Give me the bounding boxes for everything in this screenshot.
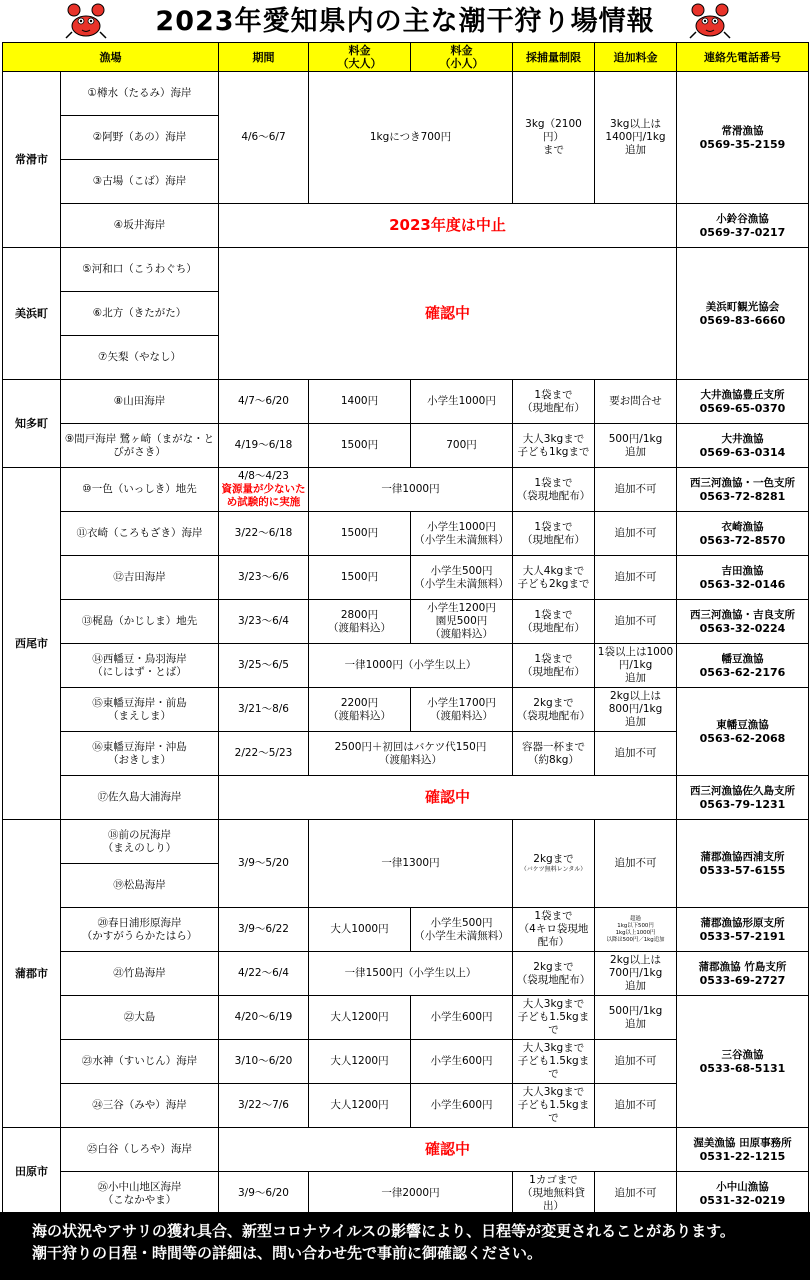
crab-icon (64, 2, 108, 40)
contact-tel: 0533-57-2191 (699, 929, 786, 943)
extra-fee: 追加不可 (595, 732, 677, 776)
fee-adult: 1500円 (309, 512, 411, 556)
contact-name: 東幡豆漁協 (716, 718, 769, 731)
table-row (3, 908, 809, 952)
period: 3/9～5/20 (219, 820, 309, 908)
fee-child: 小学生500円 （小学生未満無料） (411, 908, 513, 952)
contact-name: 吉田漁協 (721, 564, 764, 577)
table-row (3, 248, 809, 292)
limit: 1袋まで （現地配布） (513, 512, 595, 556)
status-checking: 確認中 (219, 776, 677, 820)
table-row (3, 468, 809, 512)
fishery-name: ②阿野（あの）海岸 (61, 116, 219, 160)
contact (677, 204, 809, 248)
fishery-name: ⑬梶島（かじしま）地先 (61, 600, 219, 644)
status-cancelled: 2023年度は中止 (219, 204, 677, 248)
contact (677, 644, 809, 688)
fee-child: 小学生1700円 （渡船料込） (411, 688, 513, 732)
fishery-name: ④坂井海岸 (61, 204, 219, 248)
table-row (3, 424, 809, 468)
period: 3/9～6/20 (219, 1172, 309, 1216)
period: 3/25～6/5 (219, 644, 309, 688)
contact (677, 556, 809, 600)
contact-tel: 0563-32-0146 (699, 577, 786, 591)
header-fishery: 漁場 (3, 43, 219, 72)
fee-child: 700円 (411, 424, 513, 468)
limit: 3kg（2100円） まで (513, 72, 595, 204)
table-row (3, 600, 809, 644)
fee-adult: 1500円 (309, 556, 411, 600)
fishery-name: ①樽水（たるみ）海岸 (61, 72, 219, 116)
contact (677, 996, 809, 1128)
status-checking: 確認中 (219, 1128, 677, 1172)
period: 4/7～6/20 (219, 380, 309, 424)
fishery-name: ⑱前の尻海岸 （まえのしり） (61, 820, 219, 864)
area-chita: 知多町 (3, 380, 61, 468)
header-extra: 追加料金 (595, 43, 677, 72)
table-row (3, 1128, 809, 1172)
fee-child: 小学生1000円 (411, 380, 513, 424)
contact (677, 248, 809, 380)
fishery-name: ㉔三谷（みや）海岸 (61, 1084, 219, 1128)
contact-name: 美浜町観光協会 (705, 300, 780, 313)
contact-name: 小中山漁協 (716, 1180, 769, 1193)
period: 4/20～6/19 (219, 996, 309, 1040)
period: 3/21～8/6 (219, 688, 309, 732)
contact (677, 600, 809, 644)
fishery-name: ⑰佐久島大浦海岸 (61, 776, 219, 820)
fee-adult: 大人1200円 (309, 996, 411, 1040)
contact-tel: 0563-79-1231 (699, 797, 786, 811)
footer-notes (0, 1212, 810, 1280)
contact-tel: 0563-62-2068 (699, 731, 786, 745)
fee: 一律1300円 (309, 820, 513, 908)
contact (677, 1128, 809, 1172)
table-row (3, 556, 809, 600)
limit: 1袋まで （袋現地配布） (513, 468, 595, 512)
fishery-name: ⑩一色（いっしき）地先 (61, 468, 219, 512)
header-fee-child: 料金 （小人） (411, 43, 513, 72)
note-line: 海の状況やアサリの獲れ具合、新型コロナウイルスの影響により、日程等が変更されることがあります。 (32, 1222, 735, 1240)
table-row (3, 996, 809, 1040)
limit: 1袋まで （現地配布） (513, 644, 595, 688)
contact (677, 776, 809, 820)
fishery-name: ⑧山田海岸 (61, 380, 219, 424)
area-tahara: 田原市 (3, 1128, 61, 1216)
area-gamagori: 蒲郡市 (3, 820, 61, 1128)
extra-fee: 追加不可 (595, 468, 677, 512)
contact-tel: 0569-63-0314 (699, 445, 786, 459)
note-line: 潮干狩りの日程・時間等の詳細は、問い合わせ先で事前に御確認ください。 (32, 1244, 543, 1262)
extra-fee: 2kg以上は 700円/1kg 追加 (595, 952, 677, 996)
extra-fee: 追加不可 (595, 1084, 677, 1128)
table-header-row (3, 43, 809, 72)
contact-name: 蒲郡漁協 竹島支所 (698, 960, 787, 973)
extra-fee: 1袋以上は1000 円/1kg 追加 (595, 644, 677, 688)
period (219, 468, 309, 512)
contact-name: 西三河漁協・一色支所 (690, 476, 795, 489)
fee-adult: 大人1200円 (309, 1040, 411, 1084)
fee-adult: 2200円 （渡船料込） (309, 688, 411, 732)
fee: 一律2000円 (309, 1172, 513, 1216)
limit: 大人3kgまで 子ども1.5kgまで (513, 1084, 595, 1128)
fishery-name: ③古場（こば）海岸 (61, 160, 219, 204)
contact-tel: 0531-32-0219 (699, 1193, 786, 1207)
fishery-name: ⑪衣崎（ころもざき）海岸 (61, 512, 219, 556)
status-checking: 確認中 (219, 248, 677, 380)
contact (677, 908, 809, 952)
period: 3/10～6/20 (219, 1040, 309, 1084)
fee-child: 小学生600円 (411, 996, 513, 1040)
table-row (3, 380, 809, 424)
contact-tel: 0569-65-0370 (699, 401, 786, 415)
fishery-name: ㉒大島 (61, 996, 219, 1040)
fishery-name: ⑨間戸海岸 鷺ヶ崎（まがな・とびがさき） (61, 424, 219, 468)
contact (677, 512, 809, 556)
fee-adult: 2800円 （渡船料込） (309, 600, 411, 644)
contact (677, 424, 809, 468)
extra-fee: 追加不可 (595, 1040, 677, 1084)
limit: 1袋まで （4キロ袋現地配布） (513, 908, 595, 952)
table-row (3, 512, 809, 556)
table-row (3, 776, 809, 820)
limit: 2kgまで （袋現地配布） (513, 688, 595, 732)
crab-icon (688, 2, 732, 40)
table-row (3, 952, 809, 996)
extra-fee: 追加不可 (595, 600, 677, 644)
table-row (3, 1172, 809, 1216)
fishery-name: ⑦矢梨（やなし） (61, 336, 219, 380)
fishery-name: ⑮東幡豆海岸・前島 （まえしま） (61, 688, 219, 732)
fee: 一律1000円 (309, 468, 513, 512)
contact (677, 952, 809, 996)
fishery-name: ㉑竹島海岸 (61, 952, 219, 996)
contact (677, 820, 809, 908)
contact-tel: 0563-62-2176 (699, 665, 786, 679)
contact (677, 72, 809, 204)
header-contact: 連絡先電話番号 (677, 43, 809, 72)
extra-fee: 3kg以上は 1400円/1kg 追加 (595, 72, 677, 204)
contact-tel: 0533-69-2727 (699, 973, 786, 987)
limit: 容器一杯まで （約8kg） (513, 732, 595, 776)
contact-tel: 0563-72-8281 (699, 489, 786, 503)
fishery-name: ⑳春日浦形原海岸 （かすがうらかたはら） (61, 908, 219, 952)
period-note: 資源量が少ないため試験的に実施 (221, 483, 306, 508)
contact-name: 衣崎漁協 (721, 520, 764, 533)
contact-name: 常滑漁協 (721, 124, 764, 137)
header-fee-adult: 料金 （大人） (309, 43, 411, 72)
contact-name: 大井漁協 (721, 432, 764, 445)
limit: 大人3kgまで 子ども1kgまで (513, 424, 595, 468)
period: 4/19～6/18 (219, 424, 309, 468)
period: 4/22～6/4 (219, 952, 309, 996)
limit (513, 820, 595, 908)
contact-tel: 0569-37-0217 (699, 225, 786, 239)
contact-tel: 0533-57-6155 (699, 863, 786, 877)
fee-child: 小学生500円 （小学生未満無料） (411, 556, 513, 600)
contact-name: 三谷漁協 (721, 1048, 764, 1061)
period: 3/22～6/18 (219, 512, 309, 556)
fee-child: 小学生600円 (411, 1040, 513, 1084)
page-title: 2023年愛知県内の主な潮干狩り場情報 (155, 6, 655, 37)
contact (677, 380, 809, 424)
contact-tel: 0533-68-5131 (699, 1061, 786, 1075)
contact-tel: 0531-22-1215 (699, 1149, 786, 1163)
contact-name: 小鈴谷漁協 (716, 212, 769, 225)
extra-fee: 追加不可 (595, 556, 677, 600)
extra-fee: 追加不可 (595, 1172, 677, 1216)
contact-tel: 0569-83-6660 (699, 313, 786, 327)
fishery-name: ㉖小中山地区海岸 （こなかやま） (61, 1172, 219, 1216)
extra-fee: 要お問合せ (595, 380, 677, 424)
fishery-name: ⑲松島海岸 (61, 864, 219, 908)
table-row (3, 644, 809, 688)
fee-adult: 大人1200円 (309, 1084, 411, 1128)
area-nishio: 西尾市 (3, 468, 61, 820)
header-period: 期間 (219, 43, 309, 72)
extra-fee: 500円/1kg 追加 (595, 424, 677, 468)
limit-value: 2kgまで (533, 853, 574, 865)
period-value: 4/8～4/23 (238, 470, 289, 482)
contact (677, 468, 809, 512)
fee: 一律1500円（小学生以上） (309, 952, 513, 996)
fee: 1kgにつき700円 (309, 72, 513, 204)
period: 2/22～5/23 (219, 732, 309, 776)
info-table (2, 42, 809, 1216)
limit-note: （バケツ無料レンタル） (520, 866, 587, 873)
limit: 大人3kgまで 子ども1.5kgまで (513, 996, 595, 1040)
contact-name: 渥美漁協 田原事務所 (693, 1136, 792, 1149)
fishery-name: ⑥北方（きたがた） (61, 292, 219, 336)
fishery-name: ⑯東幡豆海岸・沖島 （おきしま） (61, 732, 219, 776)
period: 3/23～6/6 (219, 556, 309, 600)
fee: 一律1000円（小学生以上） (309, 644, 513, 688)
limit: 1袋まで （現地配布） (513, 380, 595, 424)
period: 3/23～6/4 (219, 600, 309, 644)
table-row (3, 688, 809, 732)
fee-child: 小学生1000円 （小学生未満無料） (411, 512, 513, 556)
contact-name: 蒲郡漁協形原支所 (700, 916, 785, 929)
limit: 1カゴまで （現地無料貸出） (513, 1172, 595, 1216)
limit: 1袋まで （現地配布） (513, 600, 595, 644)
fee-adult: 1400円 (309, 380, 411, 424)
extra-fee: 追加不可 (595, 820, 677, 908)
contact-name: 西三河漁協・吉良支所 (690, 608, 795, 621)
period: 4/6～6/7 (219, 72, 309, 204)
period: 3/9～6/22 (219, 908, 309, 952)
contact-tel: 0569-35-2159 (699, 137, 786, 151)
fishery-name: ㉕白谷（しろや）海岸 (61, 1128, 219, 1172)
period: 3/22～7/6 (219, 1084, 309, 1128)
area-mihama: 美浜町 (3, 248, 61, 380)
limit: 2kgまで （袋現地配布） (513, 952, 595, 996)
fishery-name: ⑫吉田海岸 (61, 556, 219, 600)
contact-tel: 0563-32-0224 (699, 621, 786, 635)
extra-fee: 2kg以上は 800円/1kg 追加 (595, 688, 677, 732)
fee: 2500円＋初回はバケツ代150円 （渡船料込） (309, 732, 513, 776)
extra-fee: 超過 1kg以下500円 1kg以上1000円 以降は500円／1kg追加 (595, 908, 677, 952)
fee-adult: 大人1000円 (309, 908, 411, 952)
fishery-name: ㉓水神（すいじん）海岸 (61, 1040, 219, 1084)
fee-adult: 1500円 (309, 424, 411, 468)
contact (677, 688, 809, 776)
table-row (3, 820, 809, 864)
fee-child: 小学生1200円 園児500円 （渡船料込） (411, 600, 513, 644)
contact-name: 西三河漁協佐久島支所 (690, 784, 795, 797)
contact (677, 1172, 809, 1216)
table-row (3, 72, 809, 116)
contact-tel: 0563-72-8570 (699, 533, 786, 547)
contact-name: 幡豆漁協 (721, 652, 764, 665)
extra-fee: 追加不可 (595, 512, 677, 556)
header-limit: 採捕量制限 (513, 43, 595, 72)
limit: 大人3kgまで 子ども1.5kgまで (513, 1040, 595, 1084)
fishery-name: ⑤河和口（こうわぐち） (61, 248, 219, 292)
table-row (3, 204, 809, 248)
extra-fee: 500円/1kg 追加 (595, 996, 677, 1040)
limit: 大人4kgまで 子ども2kgまで (513, 556, 595, 600)
fishery-name: ⑭西幡豆・鳥羽海岸 （にしはず・とば） (61, 644, 219, 688)
contact-name: 大井漁協豊丘支所 (700, 388, 785, 401)
contact-name: 蒲郡漁協西浦支所 (700, 850, 785, 863)
fee-child: 小学生600円 (411, 1084, 513, 1128)
area-tokoname: 常滑市 (3, 72, 61, 248)
